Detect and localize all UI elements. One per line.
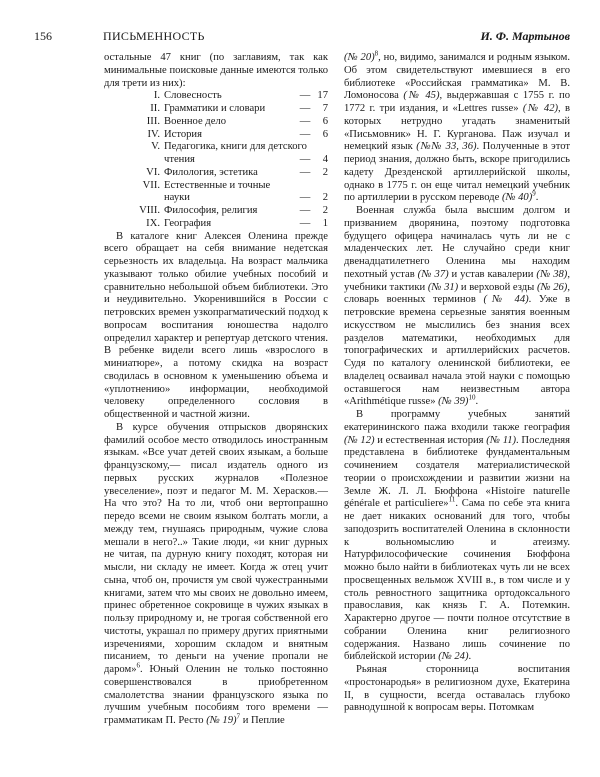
paragraph: В каталоге книг Алексея Оленина прежде всего обращает на себя внимание недетская серьезность их владельца. На возраст мальчика указывают только обилие учебных пособий и сравнительно небольшой объем библиотеки. Это и неудивительно. Укоренившийся в России с петровских времен узкопрагматический подход к вопросам воспитания юношества надолго определил характер и репертуар детского чтения. В ребенке видели всего лишь «взрослого в миниатюре», а потому скидка на возраст сводилась в основном к уменьшению объема и «уплотнению» информации, необходимой человеку определенного сословия в общественной и частной жизни. xyxy=(104,230,328,420)
catalog-ref: (№ 37) xyxy=(417,268,449,280)
intro-text: остальные 47 книг (по заглавиям, так как минимальные поисковые данные имеются только для трети из них): xyxy=(104,52,328,89)
catalog-ref: (№ 45) xyxy=(403,90,440,102)
footnote-ref: 7 xyxy=(236,712,241,721)
right-column xyxy=(344,49,571,715)
footnote-ref: 6 xyxy=(136,661,140,670)
catalog-ref: (№ 26) xyxy=(536,281,568,293)
category-item: VII. Естественные и точные xyxy=(142,179,271,191)
catalog-ref: (№ 19) xyxy=(206,715,237,726)
footnote-ref: 11 xyxy=(448,495,456,504)
left-column xyxy=(104,52,328,728)
category-item-continued: чтения — 4 xyxy=(164,154,328,165)
catalog-ref: (№ 42) xyxy=(522,103,559,114)
page-number: 156 xyxy=(34,29,52,43)
category-item: III. Военное дело — 6 xyxy=(146,115,328,127)
footnote-ref: 10 xyxy=(468,393,476,402)
category-item-continued: науки — 2 xyxy=(164,192,328,204)
catalog-ref: (№ 24) xyxy=(438,651,469,663)
catalog-ref: (№ 39) xyxy=(438,396,469,408)
running-author: И. Ф. Мартынов xyxy=(480,29,570,43)
paragraph: (№ 20)$^8$, но, видимо, занимался и родным языком. Об этом свидетельствуют имевшиеся в его библиотеке «Российская грамматика» М. В. Ломоносова (№ 45), выдержавшая с 1755 г. по 1772 г. три издания, и «Lettres russe» (№ 42), в которых нетрудно угадать знаменитый «Письмовник» Н. Г. Курганова. Паж изучал и немецкий язык (№№ 33, 36). Полученные в этот период знания, должно быть, вскоре пригодились кадету Дрезденской артиллерийской школы, однако в 1775 г. он еще читал немецкий учебник по артиллерии в русском переводе (№ 40)$^9$. xyxy=(344,49,571,204)
category-item: VI. Филология, эстетика — 2 xyxy=(146,166,328,178)
paragraph: Рьяная сторонница воспитания «простонародья» в религиозном духе, Екатерина II, в сущности, всегда оставалась глубоко равнодушной к вопросам веры. Потомкам xyxy=(344,664,570,714)
category-item: IX. География — 1 xyxy=(146,217,328,229)
category-item: I. Словесность — 17 xyxy=(153,90,328,102)
catalog-ref: (№ 44) xyxy=(483,294,529,306)
catalog-ref: (№ 20) xyxy=(344,52,375,63)
catalog-ref: (№ 40) xyxy=(501,192,533,204)
category-item: VIII. Философия, религия — 2 xyxy=(139,205,328,216)
footnote-ref: 8 xyxy=(374,49,379,58)
catalog-ref: (№ 31) xyxy=(427,281,459,293)
catalog-ref: (№ 38) xyxy=(536,268,568,280)
category-item: IV. История — 6 xyxy=(147,128,328,140)
category-item: V. Педагогика, книги для детского xyxy=(151,141,307,153)
running-title: ПИСЬМЕННОСТЬ xyxy=(103,29,205,43)
footnote-ref: 9 xyxy=(532,189,536,198)
category-list xyxy=(104,90,328,230)
catalog-ref: (№№ 33, 36) xyxy=(416,141,477,153)
paragraph: В программу учебных занятий екатерининского пажа входили также география (№ 12) и естественная история (№ 11). Последняя представлена в библиотеке фундаментальным сочинением создателя материалистической теории о происхождении и развитии жизни на Земле Ж. Л. Л. Бюффона «Histoire naturelle générale et particuliere»$^{11}$. Сама по себе эта книга не дает никаких оснований для того, чтобы заподозрить воспитателей Оленина в склонности к вольномыслию и атеизму. Натурфилософические сочинения Бюффона можно было найти в библиотеках чуть ли не всех просвещенных вельмож XVIII в., в том числе и у столь ревностного защитника ортодоксального православия, как князь Г. А. Потемкин. Характерно другое — почти полное отсутствие в собрании Оленина книг религиозного содержания. Названо лишь сочинение по библейской истории (№ 24). xyxy=(344,409,571,663)
category-item: II. Грамматики и словари — 7 xyxy=(150,103,328,114)
catalog-ref: (№ 12) xyxy=(344,434,375,446)
catalog-ref: (№ 11) xyxy=(486,434,517,446)
paragraph: В курсе обучения отпрысков дворянских фамилий особое место отводилось иностранным языкам. «Все учат детей своих языкам, а больше французскому,— писал издатель одного из первых русских журналов «Полезное увеселение», поэт и педагог М. М. Херасков.— На что это? На то ли, чтоб они вертопрашно передо всеми не своим языком болтать могли, а между тем, гнушаясь природным, чужие слова мешали в него?..» Такие люди, «и книг дурных не читая, па дурную книгу походят, которая ни мысли, ни складу не имеет. Когда ж отец учит сына, чтоб он, прочистя ум свой чужестранными книгами, затем что мы своих не довольно имеем, принес обретенное сокровище в чужих языках в пользу природному и, не трогая собственной его чистоты, украшал по примеру других приятными изречениями, хорошим складом и внятным писанием, то деньги на учение пропали не даром»$^6$. Юный Оленин не только постоянно совершенствовался в приобретенном смалолетства знании французского языка по лучшим учебным пособиям того времени — грамматикам П. Ресто (№ 19)$^7$ и Пеплие xyxy=(104,421,328,726)
paragraph: Военная служба была высшим долгом и призванием дворянина, поэтому подготовка будущего офицера начиналась чуть ли не с младенческих лет. Не случайно среди книг двенадцатилетнего Оленина мы находим пехотный устав (№ 37) и устав кавалерии (№ 38), учебники тактики (№ 31) и верховой езды (№ 26), словарь военных терминов (№ 44). Уже в петровские времена серьезные занятия военным искусством не мыслились без знания всех разделов математики, необходимых для топографических и артиллерийских расчетов. Судя по каталогу оленинской библиотеки, ее владелец осваивал начала этой науки с помощью оставшегося нам неизвестным автора «Arithmétique russe» (№ 39)$^{10}$. xyxy=(344,205,570,408)
